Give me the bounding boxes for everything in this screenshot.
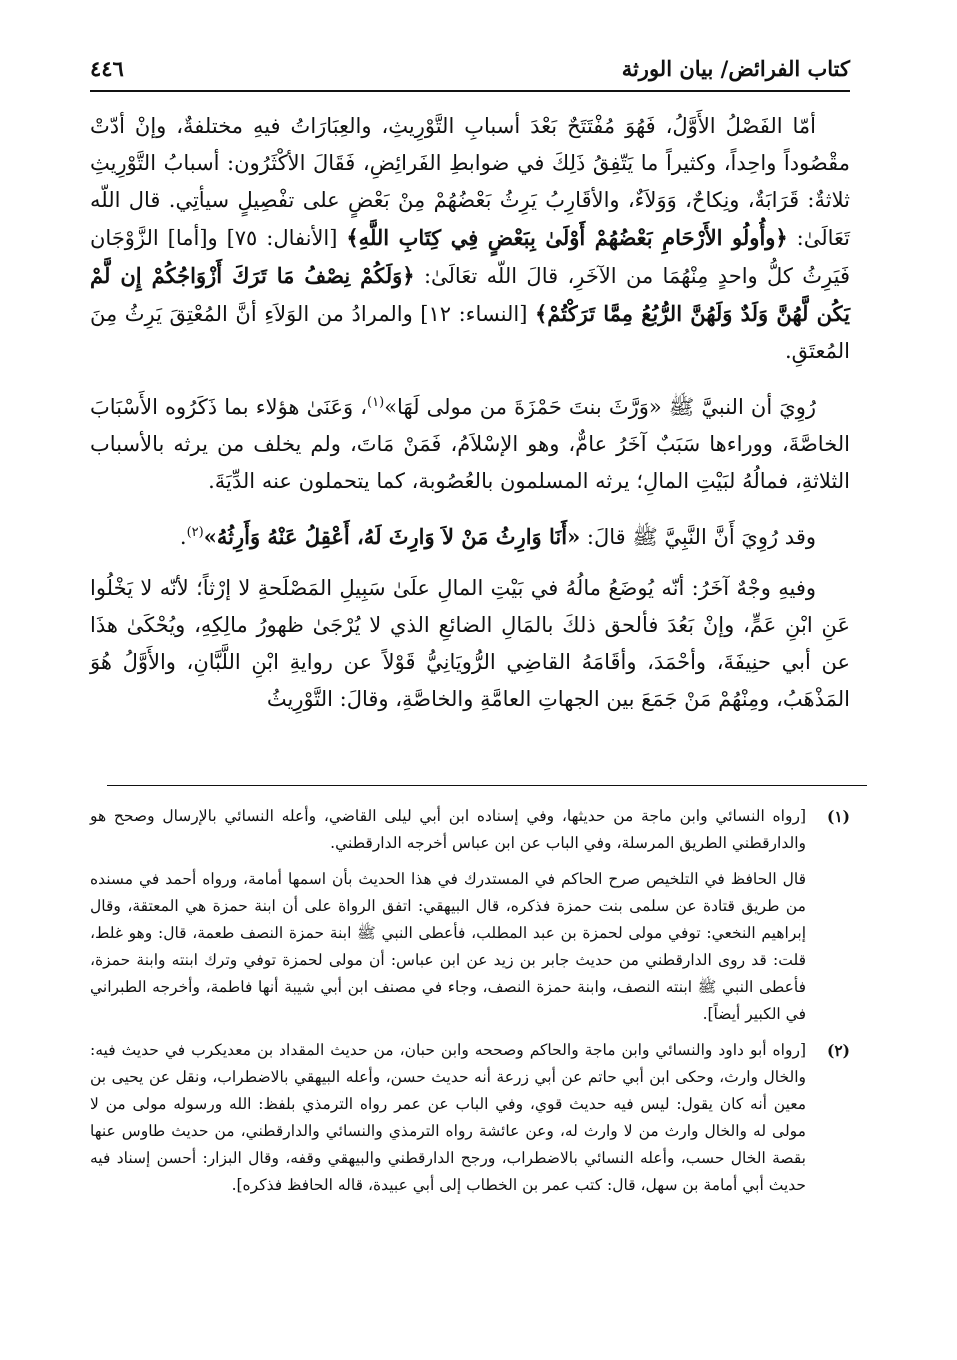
main-text [90, 108, 850, 732]
page-header [90, 50, 850, 92]
paragraph-3-text-b: . [179, 525, 187, 549]
footnote-text: [رواه النسائي وابن ماجة من حديثها، وفي إسناده ابن أبي ليلى القاضي، وأعله النسائي بالإرسال وصحح هو والدارقطني الطريق المرسلة، وفي الباب عن ابن عباس أخرجه الدارقطني. [90, 807, 806, 852]
paragraph-2 [90, 384, 850, 500]
footnote-1-continuation: قال الحافظ في التلخيص صرح الحاكم في المستدرك في هذا الحديث بأن اسمها أمامة، ورواه أحمد في مسنده من طريق قتادة عن سلمى بنت حمزة فذكره، قال البيهقي: اتفق الرواة على أن ابنة حمزة هي المعتقة، وقال إبراهيم النخعي: توفي مولى لحمزة بن عبد المطلب، فأعطى النبي ﷺ ابنة حمزة النصف طعمة، قال: وهو غلط، قلت: قد روى الدارقطني من حديث جابر بن زيد عن ابن عباس: أن مولى لحمزة توفي وترك ابنته وابنة حمزة، فأعطى النبي ﷺ ابنته النصف، وابنة حمزة النصف، وجاء في مصنف ابن أبي شيبة أنها فاطمة، وأخرجه الطبراني في الكبير أيضاً]. [90, 870, 807, 1023]
footnote-ref-1[interactable]: (١) [367, 395, 385, 410]
footnote-number: (٢) [826, 1041, 850, 1060]
paragraph-2-text-a: رُوِيَ أن النبيَّ ﷺ «وَرَّثَ بنتَ حَمْزَةَ من مولى لَهَا» [384, 395, 816, 419]
hadith-quote: «أَنَا وَارِثُ مَنْ لاَ وَارِثَ لَهُ، أَعْقِلُ عَنْهُ وَأَرِثُهُ» [203, 524, 581, 549]
paragraph-1-text-c: [النساء: ١٢] والمرادُ من الوَلاَءِ أنَّ المُعْتِقَ يَرِثُ مِنَ المُعتَقِ. [90, 302, 850, 363]
footnote-divider [107, 785, 867, 786]
paragraph-2-text-b: ، وَعَنَىٰ هؤلاء بما ذَكَرُوه الأَسْبَابَ الخاصَّةَ، ووراءها سَبَبٌ آخَرُ عامٌّ، وهو الإسْلاَمُ، فَمَنْ مَاتَ، ولم يخلف من يرثه بالأسباب الثلاثةِ، فمالُهُ لبَيْتِ المالِ؛ يرثه المسلمون بالعُصُوبة، كما يتحملون عنه الدِّيَةَ. [90, 395, 850, 493]
quran-verse-nisa: ﴿وَلَكُمْ نِصْفُ مَا تَرَكَ أَزْوَاجُكُمْ إِن لَّمْ يَكُن لَّهُنَّ وَلَدٌ وَلَهُنَّ الرُّبُعُ مِمَّا تَرَكْتُمْ﴾ [90, 263, 851, 326]
paragraph-4: وفيهِ وجْهٌ آخَرُ: أنّه يُوضَعُ مالُهُ في بَيْتِ المالِ علَىٰ سَبِيلِ المَصْلَحةِ لا إرْثاً؛ لأنّه لا يَخْلُوا عَنِ ابْنِ عَمٍّ، وإنْ بَعُدَ فألحق ذلكَ بالمَالِ الضائعِ الذي لا يُرْجَىٰ ظهورُ مالِكِهِ، ويُحْكَىٰ هذَا عن أبي حنِيفَةَ، وأحْمَدَ، وأقَامَهُ القاضِي الرُّويَانِيُّ قَوْلاً عن روايةِ ابْنِ اللَّبَّانِ، والأَوَّلُ هُوَ المَذْهَبُ، ومِنْهُمْ مَنْ جَمَعَ بين الجهاتِ العامَّةِ والخاصَّةِ، وقالَ: التَّوْرِيثُ [90, 576, 850, 711]
footnotes [90, 803, 850, 1208]
paragraph-1-text-a: أمّا الفَصْلُ الأَوَّلُ، فَهُوَ مُفْتَتَحٌ بَعْدَ أسبابِ التَّوْرِيثِ، والعِبَارَاتُ فيهِ مختلفةٌ، وإنْ أدّتْ مقْصُوداً واحِداً، وكثيراً ما يَتّفِقُ ذَلِكَ في ضوابطِ الفَرائِضِ، فَقَالَ الأكْثَرُون: أسبابُ التَّوْرِيثِ ثلاثةٌ: قَرَابَةٌ، ونِكاحٌ، وَوَلاَءٌ، والأقَارِبُ يَرِثُ بَعْضُهُمْ مِنْ بَعْضٍ على تفْصِيلٍ سيأتِي. قال اللّه تَعَالَىٰ: [90, 114, 850, 250]
footnote-number: (١) [826, 807, 850, 826]
paragraph-3-text-a: وقد رُوِيَ أَنَّ النَّبِيَّ ﷺ قالَ: [580, 525, 816, 549]
paragraph-3 [90, 514, 850, 556]
running-title: كتاب الفرائض/ بيان الورثة [621, 56, 850, 81]
quran-verse-anfal: ﴿وأُولُو الأَرْحَامِ بَعْضُهُمْ أَوْلَىٰ بِبَعْضٍ فِي كِتَابِ اللَّهِ﴾ [346, 225, 788, 250]
footnote-2 [90, 1037, 850, 1199]
footnote-1 [90, 803, 850, 857]
paragraph-1 [90, 108, 850, 370]
paragraph-1-text-b: [الأنفال: ٧٥] و[أما] الزَّوْجَان فَيَرِثُ كلُّ واحدٍ مِنْهُمَا من الآخَرِ، قالَ اللّه تعَالَىٰ: [90, 226, 850, 288]
footnote-ref-2[interactable]: (٢) [186, 525, 204, 540]
page-number: ٤٤٦ [90, 56, 124, 81]
footnote-text: [رواه أبو داود والنسائي وابن ماجة والحاكم وصححه وابن حبان، من حديث المقداد بن معديكرب في حديث فيه: والخال وارث، وحكى ابن أبي حاتم عن أبي زرعة أنه حديث حسن، وأعله البيهقي بالاضطراب، ونقل عن يحيى بن معين أنه كان يقول: ليس فيه حديث قوي، وفي الباب عن عمر رواه الترمذي بلفظ: الله ورسوله مولى من لا مولى له والخال وارث من لا وارث له، وعن عائشة رواه الترمذي والنسائي والدارقطني، من حديث طاوس عنها بقصة الخال حسب، وأعله النسائي بالاضطراب، ورجح الدارقطني والبيهقي وقفه، وقال البزار: أحسن إسناد فيه حديث أبي أمامة بن سهل، قال: كتب عمر بن الخطاب إلى أبي عبيدة، قاله الحافظ فذكره]. [90, 1041, 806, 1194]
